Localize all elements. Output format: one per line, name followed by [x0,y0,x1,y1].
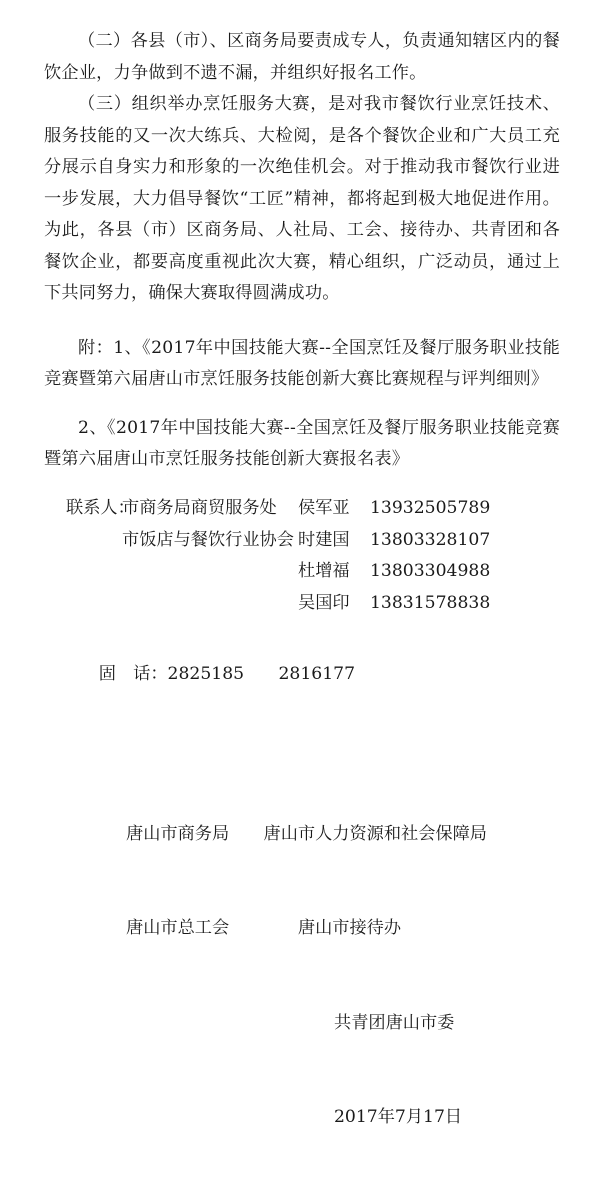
spacer [44,310,560,316]
contact-phone: 13932505789 [370,498,491,519]
signature-line: 唐山市总工会 唐山市接待办 [126,918,402,939]
contact-phone: 13831578838 [370,592,491,613]
signature-line: 唐山市商务局 唐山市人力资源和社会保障局 [126,823,487,844]
contact-row [44,525,560,557]
contact-row [44,588,560,620]
contact-org: 市饭店与餐饮行业协会 [122,529,294,550]
contacts-block [44,493,560,722]
attachment-item-2: 2、《2017年中国技能大赛--全国烹饪及餐厅服务职业技能竞赛暨第六届唐山市烹饪服务技能创新大赛报名表》 [44,417,560,470]
paragraph-2: （二）各县（市）、区商务局要责成专人，负责通知辖区内的餐饮企业，力争做到不遗不漏，并组织好报名工作。 [44,31,560,83]
contact-name: 侯军亚 [298,498,350,519]
contact-name: 时建国 [298,529,350,550]
landline-row [44,627,560,722]
contact-name: 杜增福 [298,561,350,582]
contact-phone: 13803304988 [370,561,491,582]
contact-label-empty [44,556,122,588]
contact-row [44,493,560,525]
contact-org [122,588,298,620]
contact-org: 市商务局商贸服务处 [122,498,277,519]
contact-name: 吴国印 [298,592,350,613]
paragraph-3: （三）组织举办烹饪服务大赛，是对我市餐饮行业烹饪技术、服务技能的又一次大练兵、大检阅，是各个餐饮企业和广大员工充分展示自身实力和形象的一次绝佳机会。对于推动我市餐饮行业进一步发展，大力倡导餐饮“工匠”精神，都将起到极大地促进作用。为此，各县（市）区商务局、人社局、工会、接待办、共青团和各餐饮企业，都要高度重视此次大赛，精心组织，广泛动员，通过上下共同努力，确保大赛取得圆满成功。 [44,94,560,303]
signature-date: 2017年7月17日 [334,1107,463,1128]
signature-line: 共青团唐山市委 [334,1012,455,1033]
landline-label: 固 话： [98,663,168,684]
contact-org [122,556,298,588]
contact-row [44,556,560,588]
contact-label-empty [44,588,122,620]
signature-block [44,756,560,1197]
contact-label-empty [44,525,122,557]
landline-numbers: 2825185 2816177 [167,663,356,684]
contact-phone: 13803328107 [370,529,491,550]
attachment-item-1: 附：1、《2017年中国技能大赛--全国烹饪及餐厅服务职业技能竞赛暨第六届唐山市烹饪服务技能创新大赛比赛规程与评判细则》 [44,337,560,390]
contacts-label: 联系人： [66,498,135,519]
